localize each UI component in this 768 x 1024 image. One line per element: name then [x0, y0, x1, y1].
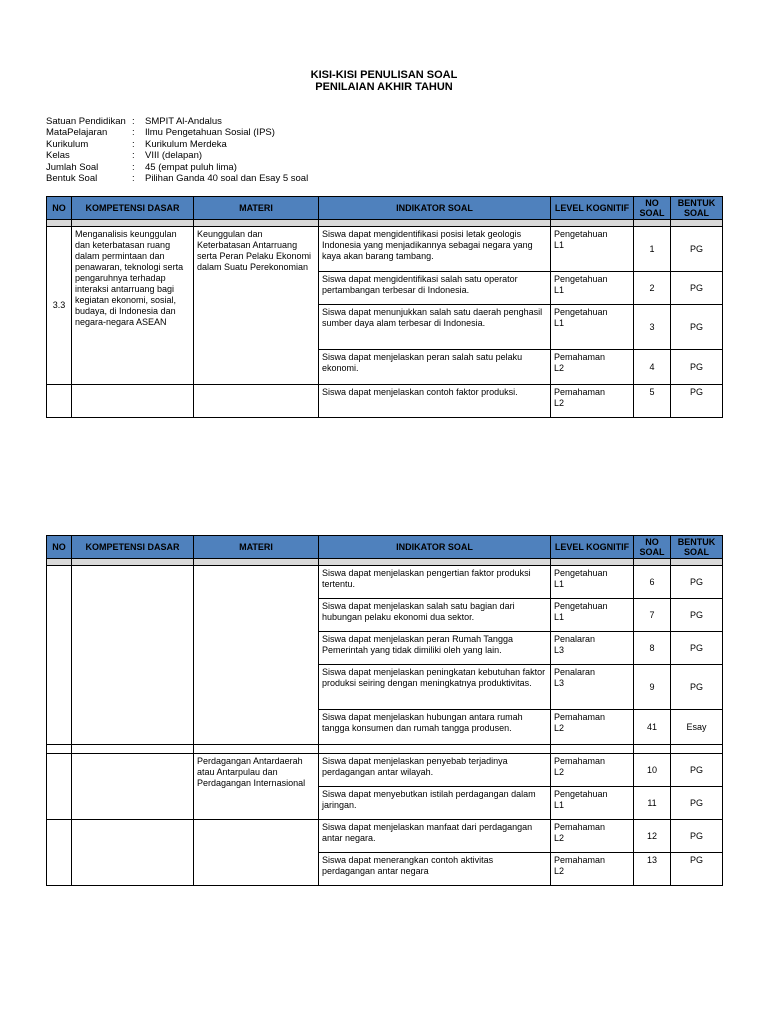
meta-colon: : — [132, 173, 135, 185]
level-label: Pengetahuan — [554, 568, 608, 578]
meta-colon: : — [132, 161, 135, 173]
meta-label: Jumlah Soal — [46, 161, 99, 173]
level-label: Pengetahuan — [554, 601, 608, 611]
bentuk-cell: PG — [671, 227, 723, 272]
empty-cell — [194, 566, 319, 745]
level-label: Penalaran — [554, 634, 596, 644]
bentuk-cell: Esay — [671, 710, 723, 745]
indikator-cell: Siswa dapat menjelaskan peran salah satu pelaku ekonomi. — [319, 350, 551, 385]
bentuk-cell: PG — [671, 853, 723, 886]
indikator-cell: Siswa dapat menunjukkan salah satu daerah penghasil sumber daya alam terbesar di Indonesia. — [319, 305, 551, 350]
level-code: L2 — [554, 398, 565, 408]
level-code: L2 — [554, 723, 565, 733]
header-no: NO — [47, 197, 72, 220]
level-label: Pemahaman — [554, 756, 606, 766]
table-row — [47, 385, 723, 418]
header-indikator: INDIKATOR SOAL — [319, 536, 551, 559]
meta-row — [46, 162, 308, 173]
indikator-cell: Siswa dapat menerangkan contoh aktivitas perdagangan antar negara — [319, 853, 551, 886]
meta-row — [46, 173, 308, 184]
level-cell — [551, 787, 634, 820]
no-soal-cell: 41 — [634, 710, 671, 745]
level-cell — [551, 272, 634, 305]
meta-colon: : — [132, 138, 135, 150]
indikator-cell: Siswa dapat menjelaskan manfaat dari perdagangan antar negara. — [319, 820, 551, 853]
kisi-table-1 — [46, 196, 723, 418]
level-cell — [551, 350, 634, 385]
level-label: Pemahaman — [554, 387, 606, 397]
bentuk-cell: PG — [671, 385, 723, 418]
empty-cell — [72, 385, 194, 418]
header-kd: KOMPETENSI DASAR — [72, 536, 194, 559]
indikator-cell: Siswa dapat menjelaskan peningkatan kebutuhan faktor produksi seiring dengan meningkatnya produktivitas. — [319, 665, 551, 710]
meta-value: SMPIT Al-Andalus — [145, 116, 222, 127]
header-materi: MATERI — [194, 536, 319, 559]
table-header-row — [47, 197, 723, 220]
empty-cell — [47, 754, 72, 820]
level-code: L2 — [554, 866, 565, 876]
level-cell — [551, 853, 634, 886]
bentuk-cell: PG — [671, 632, 723, 665]
no-soal-cell: 11 — [634, 787, 671, 820]
no-soal-cell: 6 — [634, 566, 671, 599]
meta-colon: : — [132, 127, 135, 139]
level-code: L1 — [554, 285, 565, 295]
indikator-cell: Siswa dapat menjelaskan pengertian faktor produksi tertentu. — [319, 566, 551, 599]
level-cell — [551, 754, 634, 787]
meta-value: Pilihan Ganda 40 soal dan Esay 5 soal — [145, 173, 309, 185]
separator-row — [47, 559, 723, 566]
bentuk-cell: PG — [671, 305, 723, 350]
level-label: Penalaran — [554, 667, 596, 677]
table-row — [47, 820, 723, 853]
meta-value: Ilmu Pengetahuan Sosial (IPS) — [145, 127, 275, 139]
indikator-cell: Siswa dapat menjelaskan penyebab terjadinya perdagangan antar wilayah. — [319, 754, 551, 787]
no-soal-cell: 13 — [634, 853, 671, 886]
separator-cell — [72, 220, 194, 227]
level-code: L2 — [554, 833, 565, 843]
blank-cell — [194, 745, 319, 754]
separator-cell — [634, 559, 671, 566]
table-row — [47, 566, 723, 599]
table-header-row — [47, 536, 723, 559]
level-code: L1 — [554, 800, 565, 810]
meta-row — [46, 116, 308, 127]
meta-value: 45 (empat puluh lima) — [145, 161, 237, 173]
level-cell — [551, 566, 634, 599]
document-title — [0, 69, 768, 93]
level-label: Pengetahuan — [554, 789, 608, 799]
document-meta — [46, 116, 308, 184]
level-cell — [551, 665, 634, 710]
level-label: Pemahaman — [554, 822, 606, 832]
empty-cell — [72, 566, 194, 745]
meta-colon: : — [132, 150, 135, 162]
blank-cell — [551, 745, 634, 754]
no-soal-cell: 2 — [634, 272, 671, 305]
bentuk-cell: PG — [671, 272, 723, 305]
empty-cell — [194, 820, 319, 886]
no-soal-cell: 9 — [634, 665, 671, 710]
no-soal-cell: 8 — [634, 632, 671, 665]
meta-label: Bentuk Soal — [46, 173, 98, 185]
bentuk-cell: PG — [671, 787, 723, 820]
level-code: L1 — [554, 612, 565, 622]
level-cell — [551, 632, 634, 665]
indikator-cell: Siswa dapat menjelaskan salah satu bagian dari hubungan pelaku ekonomi dua sektor. — [319, 599, 551, 632]
level-code: L2 — [554, 363, 565, 373]
table-row — [47, 227, 723, 272]
title-line-2: PENILAIAN AKHIR TAHUN — [315, 81, 453, 93]
blank-row — [47, 745, 723, 754]
level-label: Pemahaman — [554, 855, 606, 865]
indikator-cell: Siswa dapat menjelaskan hubungan antara rumah tangga konsumen dan rumah tangga produsen. — [319, 710, 551, 745]
kompetensi-cell: Menganalisis keunggulan dan keterbatasan ruang dalam permintaan dan penawaran, teknologi serta pengaruhnya terhadap interaksi antarruang bagi kegiatan ekonomi, sosial, budaya, di Indonesia dan negara-negara ASEAN — [72, 227, 194, 385]
separator-row — [47, 220, 723, 227]
separator-cell — [551, 220, 634, 227]
separator-cell — [319, 559, 551, 566]
no-soal-cell: 3 — [634, 305, 671, 350]
header-kd: KOMPETENSI DASAR — [72, 197, 194, 220]
no-soal-cell: 10 — [634, 754, 671, 787]
level-code: L1 — [554, 579, 565, 589]
level-cell — [551, 305, 634, 350]
level-cell — [551, 820, 634, 853]
bentuk-cell: PG — [671, 754, 723, 787]
separator-cell — [47, 559, 72, 566]
empty-cell — [47, 385, 72, 418]
separator-cell — [47, 220, 72, 227]
blank-cell — [671, 745, 723, 754]
header-level: LEVEL KOGNITIF — [551, 197, 634, 220]
level-code: L2 — [554, 767, 565, 777]
level-code: L1 — [554, 240, 565, 250]
meta-colon: : — [132, 116, 135, 127]
level-label: Pengetahuan — [554, 274, 608, 284]
empty-cell — [72, 820, 194, 886]
bentuk-cell: PG — [671, 820, 723, 853]
meta-label: Kurikulum — [46, 138, 89, 150]
level-cell — [551, 385, 634, 418]
header-materi: MATERI — [194, 197, 319, 220]
separator-cell — [671, 559, 723, 566]
bentuk-cell: PG — [671, 350, 723, 385]
kisi-table-2 — [46, 535, 723, 886]
bentuk-cell: PG — [671, 665, 723, 710]
level-cell — [551, 599, 634, 632]
kd-number-cell: 3.3 — [47, 227, 72, 385]
no-soal-cell: 7 — [634, 599, 671, 632]
blank-cell — [319, 745, 551, 754]
empty-cell — [72, 754, 194, 820]
meta-row — [46, 150, 308, 161]
level-label: Pemahaman — [554, 712, 606, 722]
no-soal-cell: 4 — [634, 350, 671, 385]
level-label: Pengetahuan — [554, 229, 608, 239]
indikator-cell: Siswa dapat mengidentifikasi salah satu operator pertambangan terbesar di Indonesia. — [319, 272, 551, 305]
meta-label: Satuan Pendidikan — [46, 116, 126, 127]
title-line-1: KISI-KISI PENULISAN SOAL — [310, 69, 458, 81]
separator-cell — [194, 559, 319, 566]
separator-cell — [551, 559, 634, 566]
level-code: L1 — [554, 318, 565, 328]
level-label: Pemahaman — [554, 352, 606, 362]
separator-cell — [194, 220, 319, 227]
meta-value: VIII (delapan) — [145, 150, 203, 162]
bentuk-cell: PG — [671, 599, 723, 632]
indikator-cell: Siswa dapat menyebutkan istilah perdagangan dalam jaringan. — [319, 787, 551, 820]
separator-cell — [319, 220, 551, 227]
meta-row — [46, 139, 308, 150]
materi-cell: Perdagangan Antardaerah atau Antarpulau dan Perdagangan Internasional — [194, 754, 319, 820]
header-bentuk: BENTUK SOAL — [671, 536, 723, 559]
indikator-cell: Siswa dapat mengidentifikasi posisi letak geologis Indonesia yang menjadikannya sebagai negara yang kaya akan barang tambang. — [319, 227, 551, 272]
level-cell — [551, 227, 634, 272]
header-bentuk: BENTUK SOAL — [671, 197, 723, 220]
level-label: Pengetahuan — [554, 307, 608, 317]
level-cell — [551, 710, 634, 745]
level-code: L3 — [554, 645, 565, 655]
empty-cell — [194, 385, 319, 418]
no-soal-cell: 1 — [634, 227, 671, 272]
meta-label: Kelas — [46, 150, 70, 162]
indikator-cell: Siswa dapat menjelaskan peran Rumah Tangga Pemerintah yang tidak dimiliki oleh yang lain. — [319, 632, 551, 665]
header-indikator: INDIKATOR SOAL — [319, 197, 551, 220]
level-code: L3 — [554, 678, 565, 688]
meta-row — [46, 127, 308, 138]
header-no-soal: NO SOAL — [634, 197, 671, 220]
no-soal-cell: 5 — [634, 385, 671, 418]
table-row — [47, 754, 723, 787]
empty-cell — [47, 820, 72, 886]
materi-cell: Keunggulan dan Keterbatasan Antarruang serta Peran Pelaku Ekonomi dalam Suatu Perekonomian — [194, 227, 319, 385]
header-no-soal: NO SOAL — [634, 536, 671, 559]
meta-value: Kurikulum Merdeka — [145, 138, 227, 150]
blank-cell — [634, 745, 671, 754]
meta-label: MataPelajaran — [46, 127, 108, 139]
separator-cell — [671, 220, 723, 227]
blank-cell — [47, 745, 72, 754]
no-soal-cell: 12 — [634, 820, 671, 853]
header-no: NO — [47, 536, 72, 559]
separator-cell — [634, 220, 671, 227]
header-level: LEVEL KOGNITIF — [551, 536, 634, 559]
blank-cell — [72, 745, 194, 754]
separator-cell — [72, 559, 194, 566]
indikator-cell: Siswa dapat menjelaskan contoh faktor produksi. — [319, 385, 551, 418]
bentuk-cell: PG — [671, 566, 723, 599]
empty-cell — [47, 566, 72, 745]
